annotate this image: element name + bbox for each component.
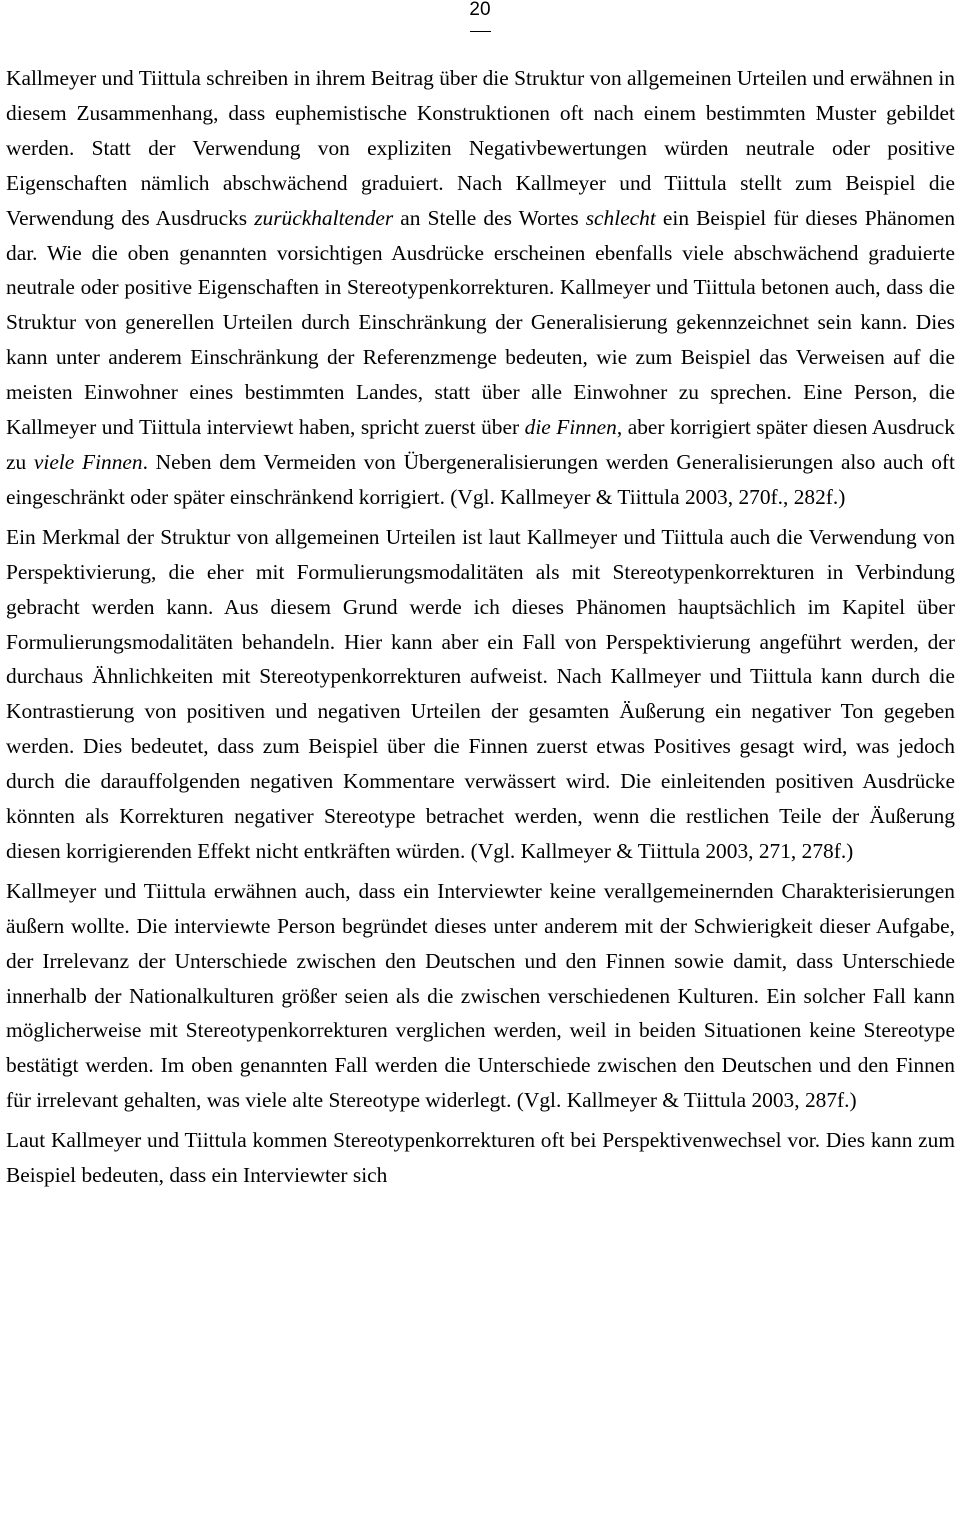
text-run: Kallmeyer und Tiittula schreiben in ihrem Beitrag über die Struktur von allgemeinen Urteilen und erwähnen in diesem Zusammenhang, dass euphemistische Konstruktionen oft nach einem bestimmten Muster gebildet werden. Statt der Verwendung von expliziten Negativbewertungen würden neutrale oder positive Eigenschaften nämlich abschwächend graduiert. Nach Kallmeyer und Tiittula stellt zum Beispiel die Verwendung des Ausdrucks xyxy=(6,66,955,230)
italic-term: zurückhaltender xyxy=(254,205,394,230)
text-run: . Neben dem Vermeiden von Übergeneralisierungen werden Generalisierungen also auch oft eingeschränkt oder später einschränkend korrigiert. (Vgl. Kallmeyer & Tiittula 2003, 270f., 282f.) xyxy=(6,449,955,509)
paragraph-2 xyxy=(6,520,955,869)
italic-term: schlecht xyxy=(585,205,656,230)
italic-term: die Finnen xyxy=(524,415,617,440)
paragraph-1 xyxy=(6,61,955,515)
paragraph-3 xyxy=(6,874,955,1118)
text-run: ein Beispiel für dieses Phänomen dar. Wie die oben genannten vorsichtigen Ausdrücke erscheinen ebenfalls viele abschwächend graduierte neutrale oder positive Eigenschaften in Stereotypenkorrekturen. Kallmeyer und Tiittula betonen auch, dass die Struktur von generellen Urteilen durch Einschränkung der Generalisierung gekennzeichnet sein kann. Dies kann unter anderem Einschränkung der Referenzmenge bedeuten, wie zum Beispiel das Verweisen auf die meisten Einwohner eines bestimmten Landes, statt über alle Einwohner zu sprechen. Eine Person, die Kallmeyer und Tiittula interviewt haben, spricht zuerst über xyxy=(6,205,956,440)
text-run: Ein Merkmal der Struktur von allgemeinen Urteilen ist laut Kallmeyer und Tiittula auch die Verwendung von Perspektivierung, die eher mit Formulierungsmodalitäten als mit Stereotypenkorrekturen in Verbindung gebracht werden kann. Aus diesem Grund werde ich dieses Phänomen hauptsächlich im Kapitel über Formulierungsmodalitäten behandeln. Hier kann aber ein Fall von Perspektivierung angeführt werden, der durchaus Ähnlichkeiten mit Stereotypenkorrekturen aufweist. Nach Kallmeyer und Tiittula kann durch die Kontrastierung von positiven und negativen Urteilen der gesamten Äußerung ein negativer Ton gegeben werden. Dies bedeutet, dass zum Beispiel über die Finnen zuerst etwas Positives gesagt wird, was jedoch durch die darauffolgenden negativen Kommentare verwässert wird. Die einleitenden positiven Ausdrücke könnten als Korrekturen negativer Stereotype betrachet werden, wenn die restlichen Teile der Äußerung diesen korrigierenden Effekt nicht entkräften würden. (Vgl. Kallmeyer & Tiittula 2003, 271, 278f.) xyxy=(6,524,955,863)
paragraph-4 xyxy=(6,1123,955,1193)
page-number: 20 xyxy=(469,0,491,20)
page-number-rule xyxy=(470,31,491,32)
text-run: Laut Kallmeyer und Tiittula kommen Stereotypenkorrekturen oft bei Perspektivenwechsel vor. Dies kann zum Beispiel bedeuten, dass ein Interviewter sich xyxy=(6,1128,955,1188)
text-run: an Stelle des Wortes xyxy=(393,205,586,230)
text-run: Kallmeyer und Tiittula erwähnen auch, dass ein Interviewter keine verallgemeinernden Charakterisierungen äußern wollte. Die interviewte Person begründet dieses unter anderem mit der Schwierigkeit dieser Aufgabe, der Irrelevanz der Unterschiede zwischen den Deutschen und den Finnen sowie damit, dass Unterschiede innerhalb der Nationalkulturen größer seien als die zwischen verschiedenen Kulturen. Ein solcher Fall kann möglicherweise mit Stereotypenkorrekturen verglichen werden, weil in beiden Situationen keine Stereotype bestätigt werden. Im oben genannten Fall werden die Unterschiede zwischen den Deutschen und den Finnen für irrelevant gehalten, was viele alte Stereotype widerlegt. (Vgl. Kallmeyer & Tiittula 2003, 287f.) xyxy=(6,878,955,1113)
text-run: , aber korrigiert später diesen Ausdruck zu xyxy=(6,415,955,474)
italic-term: viele Finnen xyxy=(33,449,143,474)
document-body xyxy=(6,61,955,1193)
